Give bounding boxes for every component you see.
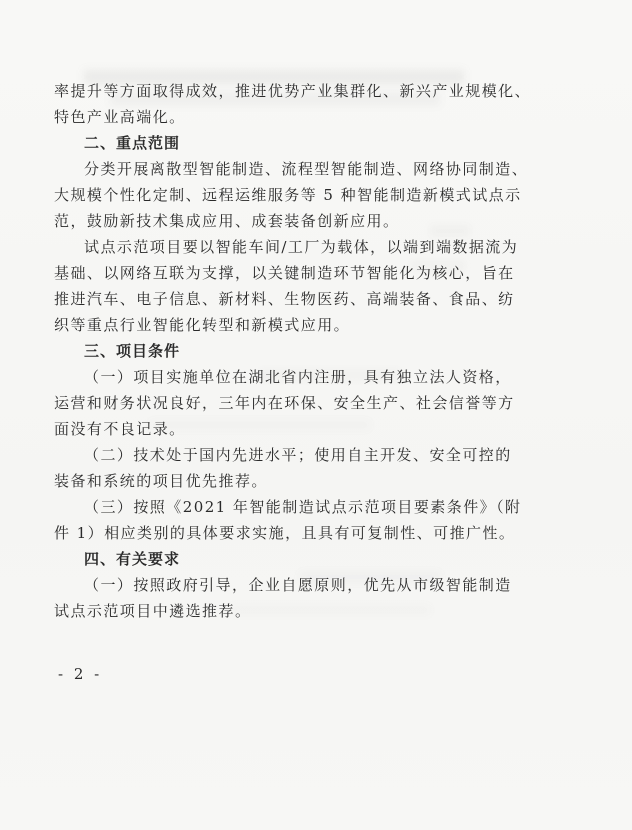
paragraph-line: 分类开展离散型智能制造、流程型智能制造、网络协同制造、 — [84, 160, 529, 178]
paragraph-line: 运营和财务状况良好，三年内在环保、安全生产、社会信誉等方 — [54, 394, 515, 412]
paragraph-line: 面没有不良记录。 — [54, 420, 186, 438]
paragraph-line: 试点示范项目要以智能车间/工厂为载体，以端到端数据流为 — [84, 238, 519, 256]
paragraph-line: （三）按照《2021 年智能制造试点示范项目要素条件》（附 — [84, 498, 522, 516]
paragraph-line: 特色产业高端化。 — [54, 108, 186, 126]
page-number: - 2 - — [58, 665, 103, 683]
section-heading: 二、重点范围 — [84, 134, 181, 152]
paragraph-line: 装备和系统的项目优先推荐。 — [54, 472, 268, 490]
paragraph-line: 织等重点行业智能化转型和新模式应用。 — [54, 316, 351, 334]
section-heading: 四、有关要求 — [84, 550, 181, 568]
paragraph-line: （二）技术处于国内先进水平；使用自主开发、安全可控的 — [84, 446, 512, 464]
paragraph-line: 大规模个性化定制、远程运维服务等 5 种智能制造新模式试点示 — [54, 186, 522, 204]
paragraph-line: 推进汽车、电子信息、新材料、生物医药、高端装备、食品、纺 — [54, 290, 515, 308]
paragraph-line: 范，鼓励新技术集成应用、成套装备创新应用。 — [54, 212, 400, 230]
paragraph-line: 件 1）相应类别的具体要求实施，且具有可复制性、可推广性。 — [54, 524, 516, 542]
paragraph-line: 基础、以网络互联为支撑，以关键制造环节智能化为核心，旨在 — [54, 264, 515, 282]
document-body — [54, 78, 532, 624]
paragraph-line: （一）项目实施单位在湖北省内注册，具有独立法人资格， — [84, 368, 512, 386]
paragraph-line: 试点示范项目中遴选推荐。 — [54, 602, 252, 620]
section-heading: 三、项目条件 — [84, 342, 181, 360]
paragraph-line: 率提升等方面取得成效，推进优势产业集群化、新兴产业规模化、 — [54, 82, 532, 100]
paragraph-line: （一）按照政府引导，企业自愿原则，优先从市级智能制造 — [84, 576, 512, 594]
